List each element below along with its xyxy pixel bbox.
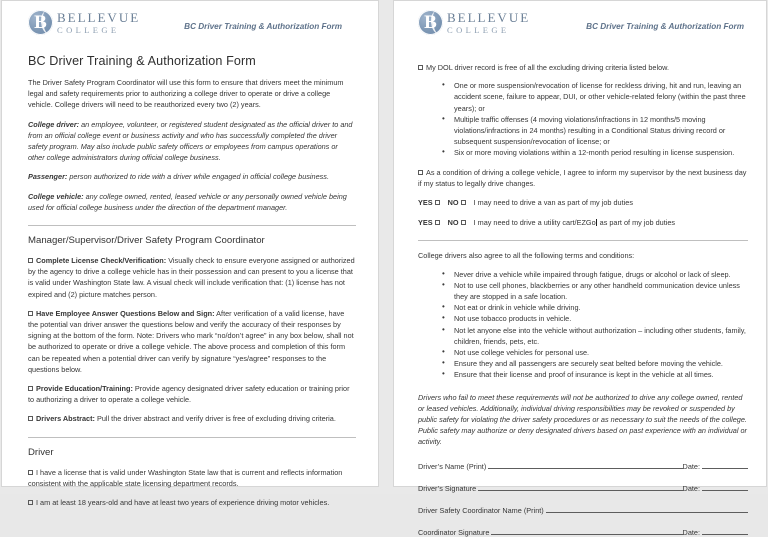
checkbox-condition-inform-supervisor[interactable] — [418, 170, 423, 175]
logo-badge-icon — [418, 10, 443, 35]
definition-term: Passenger: — [28, 172, 68, 182]
manager-checklist-item — [28, 255, 356, 300]
date-label: Date: — [682, 461, 700, 471]
driver-checklist-text: I am at least 18 years-old and have at least two years of experience driving motor vehicles. — [36, 498, 330, 508]
list-item: • Never drive a vehicle while impaired through fatigue, drugs or alcohol or lack of sleep. — [444, 269, 748, 280]
date-input-line[interactable] — [702, 460, 748, 469]
logo-badge-icon — [28, 10, 53, 35]
driver-section-heading: Driver — [28, 446, 54, 458]
definition-text: person authorized to ride with a driver while engaged in official college business. — [67, 172, 329, 182]
list-item: • One or more suspension/revocation of license for reckless driving, hit and run, leaving an accident scene, failure to appear, DUI, or other vehicle-related felony (within the past three years); or — [444, 80, 748, 114]
logo-monogram: B — [424, 11, 437, 33]
document-page-2 — [393, 0, 767, 537]
checkbox-van-no[interactable] — [461, 200, 466, 205]
list-item: • Ensure that their license and proof of insurance is kept in the vehicle at all times. — [444, 369, 748, 380]
bellevue-college-logo — [28, 10, 140, 35]
date-label: Date: — [682, 483, 700, 493]
question-text-after: as part of my job duties — [599, 218, 676, 228]
date-label: Date: — [682, 527, 700, 537]
checkbox-age-experience[interactable] — [28, 500, 33, 505]
signature-row-coordinator-signature — [418, 526, 748, 537]
definition-text: any college owned, rented, leased vehicle or any personally owned vehicle being used for official college business under the direction of the department manager. — [28, 191, 347, 212]
section-divider — [28, 225, 356, 226]
checkbox-drivers-abstract[interactable] — [28, 416, 33, 421]
dol-statement-text: My DOL driver record is free of all the excluding driving criteria listed below. — [426, 63, 670, 72]
checkbox-cart-yes[interactable] — [435, 220, 440, 225]
manager-checklist-item — [28, 413, 356, 424]
question-utility-cart — [418, 217, 748, 228]
signature-input-line[interactable] — [491, 526, 682, 535]
logo-wordmark — [447, 10, 530, 35]
bellevue-college-logo — [418, 10, 530, 35]
signature-row-coordinator-name — [418, 504, 748, 515]
checkbox-complete-license-check[interactable] — [28, 258, 33, 263]
logo-name-line1: BELLEVUE — [447, 10, 531, 26]
signature-input-line[interactable] — [478, 482, 682, 491]
running-title-right: BC Driver Training & Authorization Form — [586, 22, 745, 31]
checklist-text: Pull the driver abstract and verify driver is free of excluding driving criteria. — [94, 414, 336, 424]
intro-paragraph: The Driver Safety Program Coordinator will use this form to ensure that drivers meet the minimum legal and safety requirements prior to authorizing a college driver to operate or drive a college vehicle. College drivers will need to be reauthorized every two (2) years. — [28, 78, 344, 110]
date-input-line[interactable] — [702, 526, 748, 535]
section-divider — [28, 437, 356, 438]
logo-name-line1: BELLEVUE — [57, 10, 141, 26]
text-cursor — [596, 219, 597, 226]
section-divider — [418, 240, 748, 241]
driver-checklist-text: I have a license that is valid under Washington State law that is current and reflects information consistent with the applicable state licensing department records. — [28, 467, 343, 488]
checklist-label: Complete License Check/Verification: — [36, 256, 167, 266]
terms-list — [418, 269, 748, 381]
yes-label: YES — [418, 218, 433, 228]
disclaimer-paragraph: Drivers who fail to meet these requirements will not be authorized to drive any college owned, rented or leased vehicles. Additionally, individual driving responsibilities may be revoked or suspended by public safety for violating the driver safety procedures or as necessary to suit the needs of the college. Public safety may authorize or deny designated drivers based on past experience with an individual or activity. — [418, 392, 747, 447]
no-label: NO — [447, 218, 459, 228]
date-input-line[interactable] — [702, 482, 748, 491]
page-header-right — [418, 10, 748, 44]
definition-text: an employee, volunteer, or registered student designated as the official driver to and from an official college event or business activity and who has successfully completed the driver safety program. May also include public safety officers or employees from campus operations or other college administrators during official college business. — [28, 119, 353, 163]
manager-section-heading: Manager/Supervisor/Driver Safety Program Coordinator — [28, 235, 265, 247]
question-van — [418, 197, 748, 208]
checklist-text: Provide agency designated driver safety education or training prior to authorizing a driver to operate a college vehicle. — [28, 384, 350, 405]
signature-label: Driver’s Name (Print) — [418, 461, 487, 471]
signature-label: Driver Safety Coordinator Name (Print) — [418, 505, 544, 515]
list-item: • Multiple traffic offenses (4 moving violations/infractions in 12 months/5 moving violations/infractions in 24 months) resulting in a Conditional Status driving record or subsequent suspension/revocation of license; or — [444, 114, 748, 148]
list-item: • Six or more moving violations within a 12-month period resulting in license suspension. — [444, 147, 748, 158]
list-item: • Ensure they and all passengers are securely seat belted before moving the vehicle. — [444, 358, 748, 369]
checklist-label: Have Employee Answer Questions Below and Sign: — [36, 308, 215, 318]
signature-input-line[interactable] — [546, 504, 748, 513]
checkbox-have-employee-answer[interactable] — [28, 311, 33, 316]
question-text: I may need to drive a van as part of my job duties — [473, 198, 633, 208]
logo-monogram: B — [34, 11, 47, 33]
list-item: • Not use college vehicles for personal use. — [444, 347, 748, 358]
definition-college-driver — [28, 119, 356, 164]
list-item: • Not use tobacco products in vehicle. — [444, 313, 748, 324]
list-item: • Not eat or drink in vehicle while driving. — [444, 302, 748, 313]
checkbox-cart-no[interactable] — [461, 220, 466, 225]
manager-checklist-item — [28, 383, 356, 405]
definition-term: College vehicle: — [28, 191, 84, 201]
checkbox-van-yes[interactable] — [435, 200, 440, 205]
definition-passenger — [28, 171, 356, 182]
no-label: NO — [447, 198, 459, 208]
definition-term: College driver: — [28, 119, 80, 129]
page-title: BC Driver Training & Authorization Form — [28, 54, 256, 68]
dol-statement — [418, 62, 748, 73]
driver-checklist-item — [28, 497, 356, 508]
yes-label: YES — [418, 198, 433, 208]
driver-checklist-item — [28, 467, 356, 489]
signature-row-driver-signature — [418, 482, 748, 493]
manager-checklist-item — [28, 308, 356, 375]
logo-wordmark — [57, 10, 140, 35]
signature-label: Driver’s Signature — [418, 483, 477, 493]
logo-name-line2: COLLEGE — [57, 25, 120, 36]
page-header-left — [28, 10, 356, 44]
terms-intro: College drivers also agree to all the following terms and conditions: — [418, 251, 635, 261]
checklist-text: Visually check to ensure everyone assigned or authorized by the agency to drive a college vehicle has in their possession and can present to you a license that is valid under Washington State law. A visual check will include verification that: (1) license has not expired and (2) picture matches person. — [28, 256, 355, 299]
checkbox-dol-record[interactable] — [418, 65, 423, 70]
question-text: I may need to drive a utility cart/EZGo — [473, 218, 596, 228]
definition-college-vehicle — [28, 191, 356, 213]
condition-statement-text: As a condition of driving a college vehicle, I agree to inform my supervisor by the next business day if my status to legally drive changes. — [418, 167, 747, 188]
checklist-label: Drivers Abstract: — [36, 414, 95, 424]
running-title-left: BC Driver Training & Authorization Form — [184, 22, 343, 31]
checkbox-valid-license[interactable] — [28, 470, 33, 475]
checklist-text: After verification of a valid license, have the potential van driver answer the questions below and verify the accuracy of their responses by signing at the bottom of the form. Note: Drivers who mark “no/don’t agree” in any box below, shall not be authorized to operate or drive a college vehicle. The above process and completion of this form can be repeated when a potential driver can verify by signature “yes/agree” responses to the questions below. — [28, 308, 354, 374]
signature-input-line[interactable] — [488, 460, 682, 469]
checkbox-provide-education-training[interactable] — [28, 386, 33, 391]
condition-statement — [418, 167, 748, 189]
checklist-label: Provide Education/Training: — [36, 384, 133, 394]
document-page-1 — [1, 0, 379, 508]
list-item: • Not to use cell phones, blackberries or any other handheld communication device unless they are stopped in a safe location. — [444, 280, 748, 302]
logo-name-line2: COLLEGE — [447, 25, 510, 36]
signature-row-driver-name — [418, 460, 748, 471]
list-item: • Not let anyone else into the vehicle without authorization – including other students, family, children, friends, pets, etc. — [444, 325, 748, 347]
signature-label: Coordinator Signature — [418, 527, 490, 537]
dol-criteria-list — [418, 80, 748, 158]
